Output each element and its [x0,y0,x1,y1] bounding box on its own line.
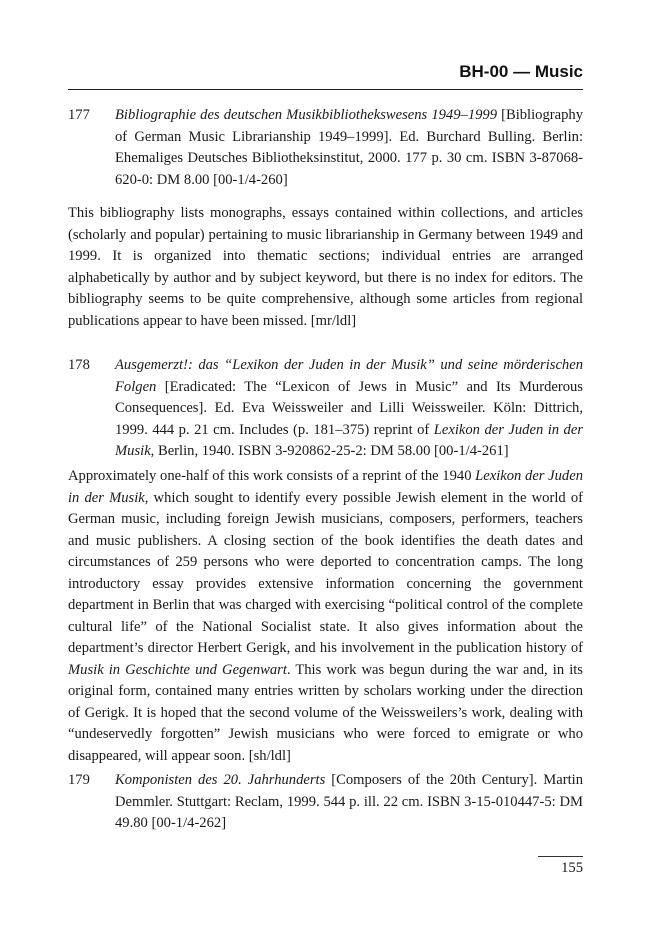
entry-number: 177 [68,107,90,123]
entry-title: Komponisten des 20. Jahrhunderts [115,772,326,788]
entry-title: Bibliographie des deutschen Musikbibliothekswesens 1949–1999 [115,107,498,123]
citation-details-end: , Berlin, 1940. ISBN 3-920862-25-2: DM 58.00 [00-1/4-261] [150,443,509,459]
annotation-text: Approximately one-half of this work consists of a reprint of the 1940 [68,468,476,484]
footer-rule [538,856,583,857]
entry-title: Ausgemerzt!: das “Lexikon der Juden in der Musik” und seine mörderischen Folgen [115,357,583,395]
annotation-text: which sought to identify every possible Jewish element in the world of German music, including foreign Jewish musicians, composers, performers, teachers and music publishers. A closing section of the book identifies the death dates and circumstances of 259 persons who were deported to concentration camps. The long introductory essay provides extensive information concerning the government department in Berlin that was charged with exercising “political control of the complete cultural life” of the National Socialist state. It also gives information about the department’s director Herbert Gerigk, and his involvement in the publication history of [68,489,583,656]
entry-178-annotation [68,466,583,767]
entry-citation [115,770,583,835]
citation-details: [Bibliography of German Music Librarianship 1949–1999]. Ed. Burchard Bulling. Berlin: Ehemaliges Deutsches Bibliotheksinstitut, 2000. 177 p. 30 cm. ISBN 3-87068-620-0: DM 8.00 [00-1/4-260] [115,107,583,188]
entry-citation [115,105,583,191]
entry-177 [68,105,583,191]
citation-reprint-title: Lexikon der Juden in der Musik [115,421,583,459]
entry-number: 178 [68,357,90,373]
annotation-italic-title: Lexikon der Juden in der Musik, [68,468,583,506]
citation-details: [Composers of the 20th Century]. Martin Demmler. Stuttgart: Reclam, 1999. 544 p. ill. 22 cm. ISBN 3-15-010447-5: DM 49.80 [00-1/4-262] [115,772,583,831]
header-rule [68,89,583,90]
annotation-italic-title: Musik in Geschichte und Gegenwart [68,661,287,678]
document-page [68,0,583,940]
entry-citation [115,355,583,463]
entry-177-annotation: This bibliography lists monographs, essays contained within collections, and articles (scholarly and popular) pertaining to music librarianship in Germany between 1949 and 1999. It is organized into thematic sections; individual entries are arranged alphabetically by author and by subject keyword, but there is no index for editors. The bibliography seems to be quite comprehensive, although some articles from regional publications appear to have been missed. [mr/ldl] [68,205,583,329]
entry-178 [68,355,583,463]
entry-179 [68,770,583,835]
citation-details: [Eradicated: The “Lexicon of Jews in Music” and Its Murderous Consequences]. Ed. Eva Weissweiler and Lilli Weissweiler. Köln: Dittrich, 1999. 444 p. 21 cm. Includes (p. 181–375) reprint of [115,378,583,438]
entry-number: 179 [68,772,90,788]
page-number: 155 [561,860,583,876]
annotation-text: . This work was begun during the war and, in its original form, contained many entries written by scholars working under the direction of Gerigk. It is hoped that the second volume of the Weissweilers’s work, dealing with “undeservedly forgotten” Jewish musicians who were forced to emigrate or who disappeared, will appear soon. [sh/ldl] [68,661,583,764]
running-header: BH-00 — Music [459,62,583,81]
